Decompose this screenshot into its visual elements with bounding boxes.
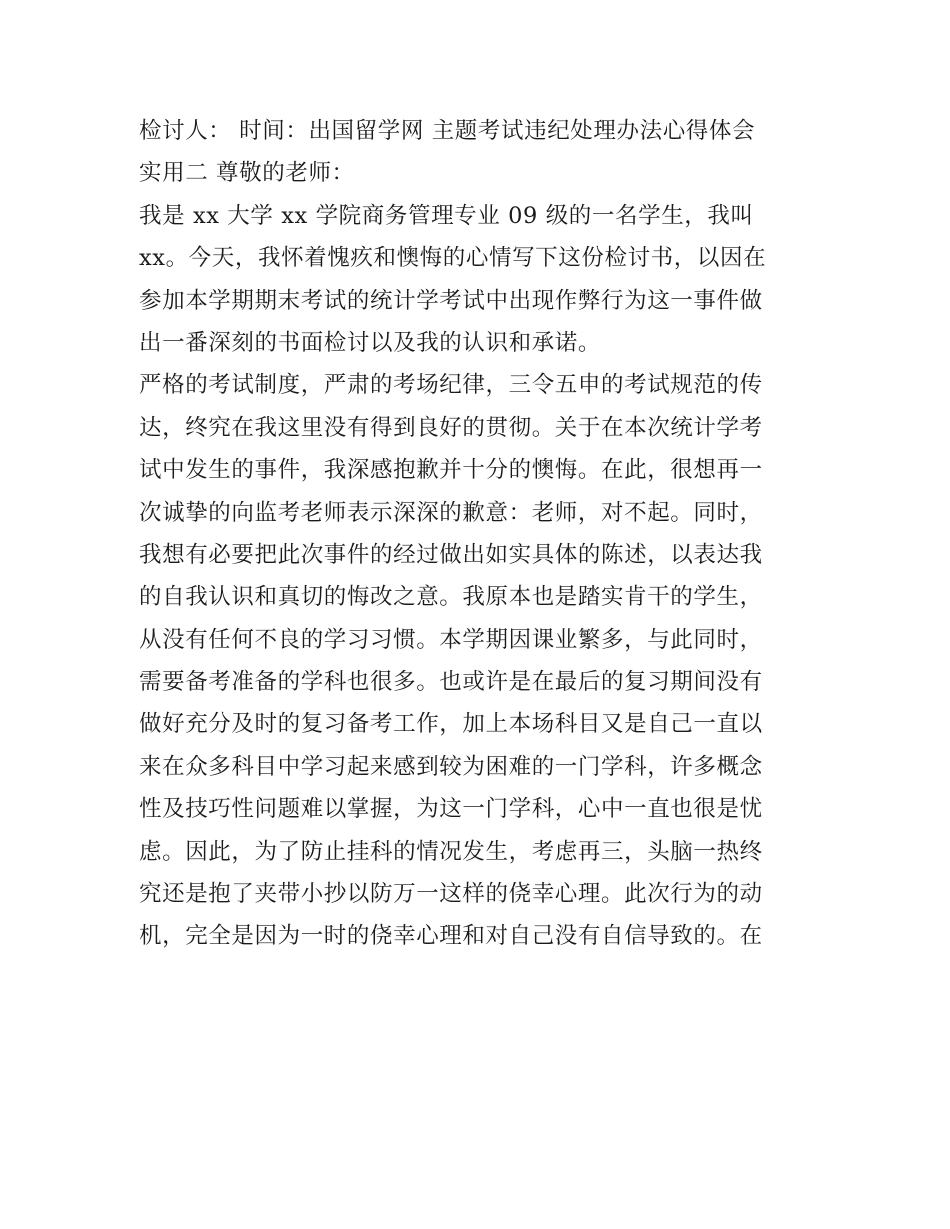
text-line-11: 我想有必要把此次事件的经过做出如实具体的陈述，以表达我 [139,541,763,568]
document-body [139,110,819,958]
text-line-5: 参加本学期期末考试的统计学考试中出现作弊行为这一事件做 [139,287,763,314]
text-line-7: 严格的考试制度，严肃的考场纪律，三令五申的考试规范的传 [139,372,763,399]
text-line-2: 实用二 尊敬的老师： [139,160,355,187]
text-line-15: 做好充分及时的复习备考工作，加上本场科目又是自己一直以 [139,711,763,738]
text-line-18: 虑。因此，为了防止挂科的情况发生，考虑再三，头脑一热终 [139,838,763,865]
text-line-6: 出一番深刻的书面检讨以及我的认识和承诺。 [139,329,602,356]
text-line-14: 需要备考准备的学科也很多。也或许是在最后的复习期间没有 [139,669,763,696]
text-line-3: 我是 xx 大学 xx 学院商务管理专业 09 级的一名学生，我叫 [139,202,754,229]
text-line-20: 机，完全是因为一时的侥幸心理和对自己没有自信导致的。在 [139,923,763,950]
text-line-8: 达，终究在我这里没有得到良好的贯彻。关于在本次统计学考 [139,414,763,441]
text-line-9: 试中发生的事件，我深感抱歉并十分的懊悔。在此，很想再一 [139,457,763,484]
text-line-17: 性及技巧性问题难以掌握，为这一门学科，心中一直也很是忧 [139,796,763,823]
text-line-19: 究还是抱了夹带小抄以防万一这样的侥幸心理。此次行为的动 [139,881,763,908]
text-line-12: 的自我认识和真切的悔改之意。我原本也是踏实肯干的学生， [139,584,763,611]
text-line-4: xx。今天，我怀着愧疚和懊悔的心情写下这份检讨书，以因在 [139,245,767,272]
text-line-10: 次诚挚的向监考老师表示深深的歉意：老师，对不起。同时， [139,499,763,526]
text-line-16: 来在众多科目中学习起来感到较为困难的一门学科，许多概念 [139,753,763,780]
text-line-1: 检讨人： 时间：出国留学网 主题考试违纪处理办法心得体会 [139,118,756,144]
text-line-13: 从没有任何不良的学习习惯。本学期因课业繁多，与此同时， [139,626,763,653]
